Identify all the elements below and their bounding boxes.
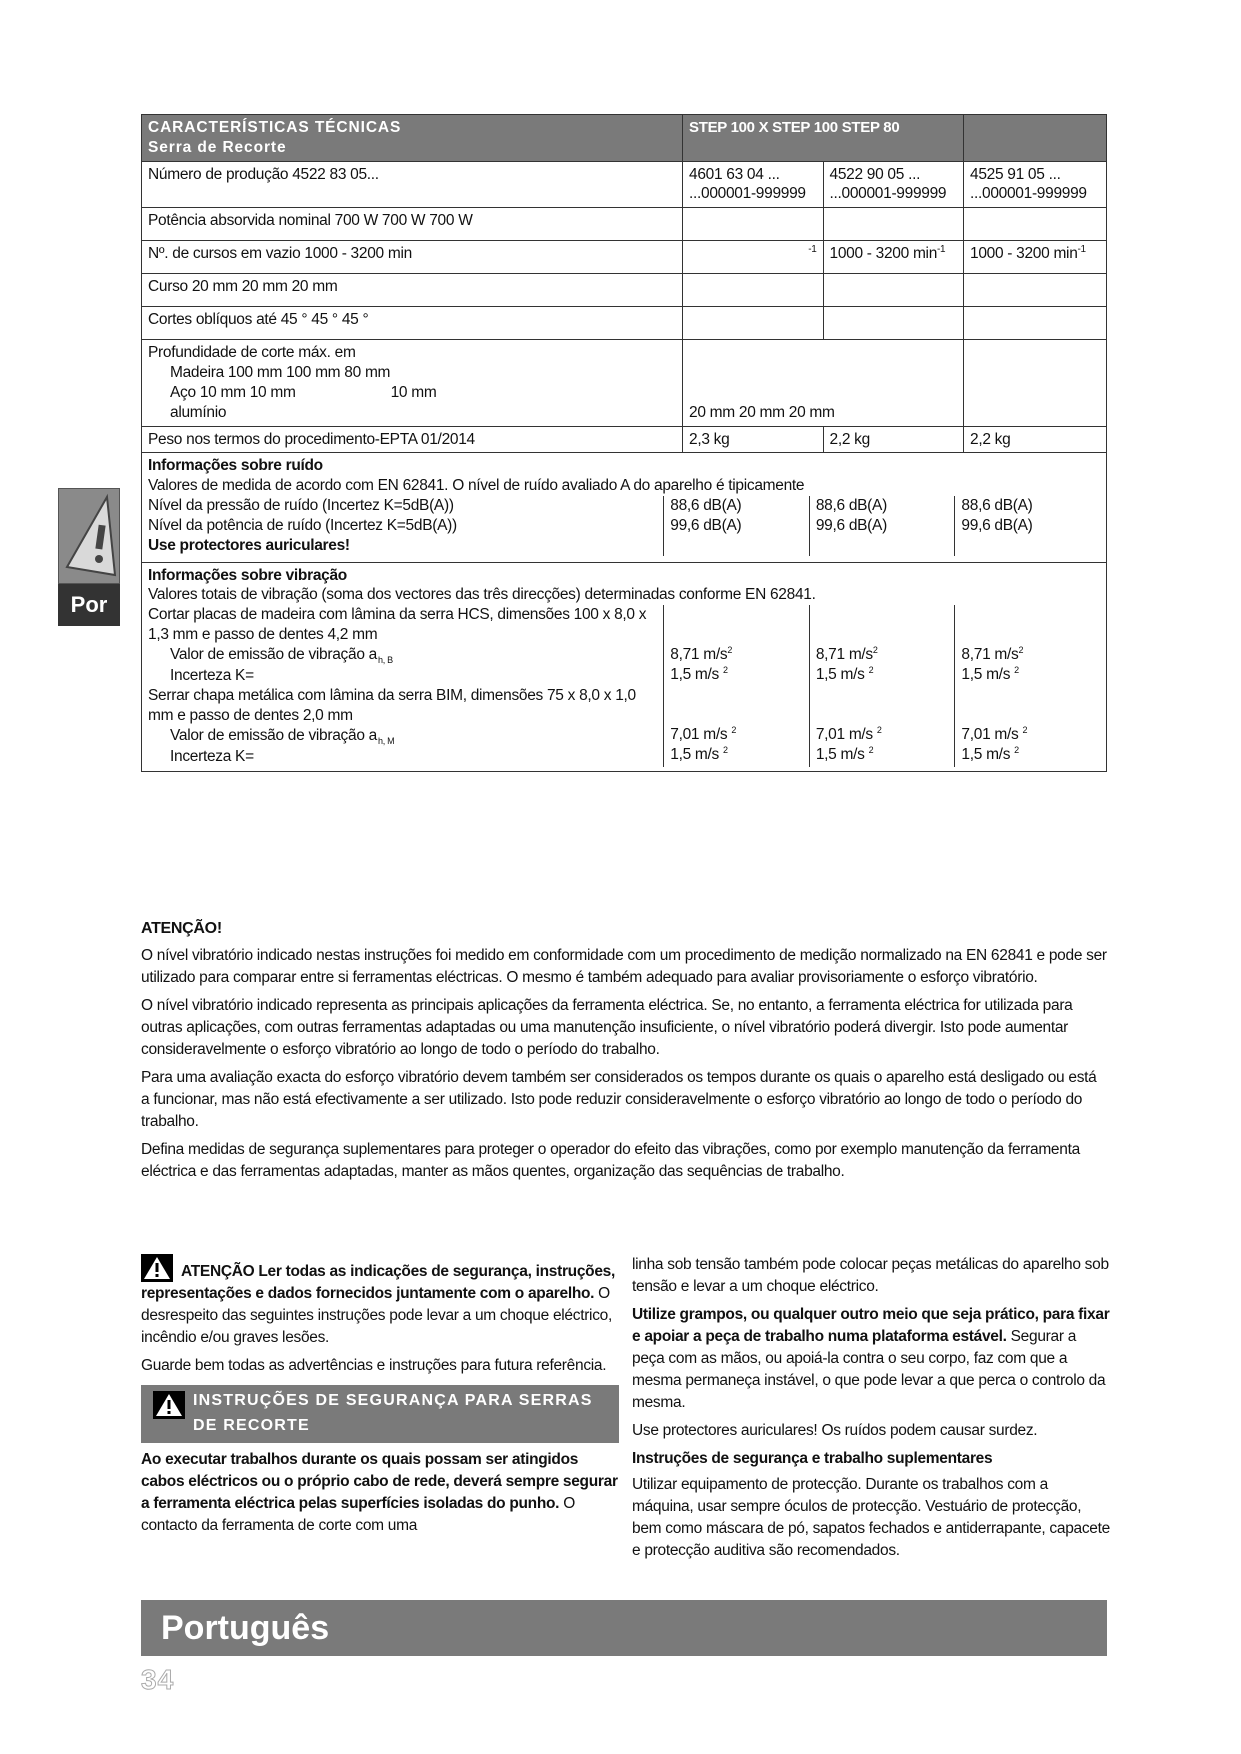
strokes-c: 1000 - 3200 min (970, 245, 1078, 263)
warning-tab-graphic (58, 488, 120, 584)
warning-icon (59, 489, 119, 583)
cables-warning-text: O contacto da ferramenta de corte com uma (141, 1494, 575, 1534)
vibration-title: Informações sobre vibração (148, 566, 347, 584)
prod-number-b: 4522 90 05 ... (829, 165, 921, 183)
vibration-intro: Valores totais de vibração (soma dos vectores das três direcções) determinadas conforme EN 62841. (148, 586, 816, 604)
noise-pressure-b: 88,6 dB(A) (815, 497, 887, 515)
noise-title: Informações sobre ruído (148, 457, 323, 475)
table-row (142, 453, 1107, 562)
warning-triangle-icon (141, 1254, 173, 1282)
attention-paragraph-2: O nível vibratório indicado representa as principais aplicações da ferramenta eléctrica. Se, no entanto, a ferramenta eléctrica for utilizada para outras aplicações, com outras ferramentas adaptadas ou uma manutenção insuficiente, o nível vibratório poderá divergir. Isto pode aumentar consideravelmente o esforço vibratório ao longo de todo o período do trabalho. (141, 996, 1073, 1058)
keep-instructions: Guarde bem todas as advertências e instruções para futura referência. (141, 1357, 607, 1374)
clamp-warning-bold: Utilize grampos, ou qualquer outro meio que seja prático, para fixar e apoiar a peça de trabalho numa plataforma estável. (632, 1306, 1110, 1345)
prod-range-c: ...000001-999999 (970, 185, 1087, 203)
table-row (142, 307, 1107, 340)
noise-power-b: 99,6 dB(A) (815, 516, 887, 534)
warning-triangle-icon (153, 1391, 185, 1419)
noise-power-label: Nível da potência de ruído (Incertez K=5dB(A)) (148, 516, 457, 534)
attention-section (141, 918, 1107, 1189)
production-number-label: Número de produção 4522 83 05... (142, 161, 683, 208)
ear-protection-note: Use protectores auriculares! (148, 536, 350, 554)
prod-number-a: 4601 63 04 ... (689, 165, 780, 183)
right-column (632, 1254, 1110, 1568)
vibration-sub-m: h, M (377, 735, 395, 746)
depth-label: Profundidade de corte máx. em (148, 344, 356, 362)
vib-metal-b: 7,01 m/s (815, 726, 873, 744)
prod-range-b: ...000001-999999 (829, 185, 947, 203)
power-row: Potência absorvida nominal 700 W 700 W 700 W (142, 208, 683, 241)
noise-pressure-c: 88,6 dB(A) (961, 497, 1033, 515)
table-row (142, 241, 1107, 274)
depth-alu-values: 20 mm 20 mm 20 mm (683, 340, 964, 426)
vib-wood-k-b: 1,5 m/s (815, 666, 865, 684)
page-number: 34 (141, 1664, 175, 1695)
prod-number-c: 4525 91 05 ... (970, 165, 1061, 183)
left-column (141, 1254, 619, 1543)
table-row (142, 426, 1107, 453)
vib-metal-k-a: 1,5 m/s (670, 746, 719, 764)
cables-warning-bold: Ao executar trabalhos durante os quais possam ser atingidos cabos eléctricos ou o próprio cabo de rede, deverá sempre segurar a ferramenta eléctrica pelas superfícies isoladas do punho. (141, 1450, 618, 1512)
vibration-wood-desc: Cortar placas de madeira com lâmina da serra HCS, dimensões 100 x 8,0 x 1,3 mm e passo de dentes 4,2 mm (148, 606, 647, 644)
vib-metal-c: 7,01 m/s (961, 726, 1019, 744)
noise-pressure-a: 88,6 dB(A) (670, 497, 742, 515)
table-row (142, 274, 1107, 307)
vib-metal-k-b: 1,5 m/s (815, 746, 865, 764)
depth-wood: Madeira 100 mm 100 mm 80 mm (170, 364, 391, 382)
table-row (142, 340, 1107, 426)
strokes-label: Nº. de cursos em vazio 1000 - 3200 min (142, 241, 683, 274)
extra-instructions-text: Utilizar equipamento de protecção. Durante os trabalhos com a máquina, usar sempre óculos de protecção. Vestuário de protecção, bem como máscara de pó, sapatos fechados e antiderrapante, capacete e protecção auditiva são recomendados. (632, 1476, 1110, 1559)
ear-protection-text: Use protectores auriculares! Os ruídos podem causar surdez. (632, 1422, 1038, 1439)
language-footer-bar: Português (141, 1600, 1107, 1656)
weight-c: 2,2 kg (964, 426, 1107, 453)
table-row: Informações sobre vibração Valores totais de vibração (soma dos vectores das três direcções) determinadas conforme EN 62841. Cortar placas de madeira com lâmina da serra HCS, dimensões 100 x 8,0 x 1,3 mm e passo de dentes 4,2 mm Valor de emissão de vibração $a_{h, B}$ Incerteza K= Serrar chapa metálica com lâmina da serra BIM, dimensões 75 x 8,0 x 1,0 mm e passo de dentes 2,0 mm Valor de emissão de vibração $a_{h, M}$ Incerteza K= 8,71 $m/s^2$ 1,5 m/s $^2$ 7,01 m/s $^2$ 1,5 m/s $^2$ 8,71 $m/s^2$ 1,5 m/s $^2$ 7,01 m/s $^2$ 1,5 m/s $^2$ 8,71 $m/s^2$ 1,5 m/s $^2$ 7,01 m/s $^2$ 1,5 m/s $^2$ (142, 562, 1107, 772)
vib-metal-a: 7,01 m/s (670, 726, 728, 744)
safety-warning-bold: ATENÇÃO Ler todas as indicações de segurança, instruções, representações e dados fornecidos juntamente com o aparelho. (141, 1263, 615, 1302)
safety-section-heading (141, 1385, 619, 1443)
side-tab-label: Por (58, 584, 120, 626)
strokes-b: 1000 - 3200 min (829, 245, 938, 263)
stroke-length-row: Curso 20 mm 20 mm 20 mm (142, 274, 683, 307)
attention-paragraph-4: Defina medidas de segurança suplementares para proteger o operador do efeito das vibrações, como por exemplo manutenção da ferramenta eléctrica e das ferramentas adaptadas, manter as mãos quentes, organização das sequências de trabalho. (141, 1140, 1080, 1180)
continued-text: linha sob tensão também pode colocar peças metálicas do aparelho sob tensão e levar a um choque eléctrico. (632, 1256, 1109, 1295)
vib-wood-a: 8,71 m/s (670, 646, 728, 664)
vib-metal-k-c: 1,5 m/s (961, 746, 1011, 764)
weight-a: 2,3 kg (683, 426, 824, 453)
prod-range-a: ...000001-999999 (689, 185, 806, 203)
strokes-unit-sup: -1 (808, 244, 817, 256)
noise-intro: Valores de medida de acordo com EN 62841. O nível de ruído avaliado A do aparelho é tipicamente (148, 477, 805, 495)
vib-wood-c: 8,71 m/s (961, 646, 1019, 664)
vib-wood-k-c: 1,5 m/s (961, 666, 1011, 684)
vib-wood-b: 8,71 m/s (815, 646, 873, 664)
vib-wood-k-a: 1,5 m/s (670, 666, 719, 684)
attention-paragraph-1: O nível vibratório indicado nestas instruções foi medido em conformidade com um procedimento de medição normalizado na EN 62841 e pode ser utilizado para comparar entre si ferramentas eléctricas. O mesmo é também adequado para avaliar provisoriamente o esforço vibratório. (141, 946, 1107, 986)
extra-instructions-title: Instruções de segurança e trabalho suplementares (632, 1450, 993, 1467)
depth-steel: Aço 10 mm 10 mm (170, 383, 296, 401)
table-title: CARACTERÍSTICAS TÉCNICAS (148, 119, 402, 136)
table-header-row (142, 115, 1107, 162)
safety-warning-text: O desrespeito das seguintes instruções pode levar a um choque eléctrico, incêndio e/ou graves lesões. (141, 1285, 612, 1346)
vibration-sub-b: h, B (377, 654, 393, 665)
clamp-warning-text: Segurar a peça com as mãos, ou apoiá-la contra o seu corpo, faz com que a mesma permaneça instável, o que pode levar a que perca o controlo da mesma. (632, 1328, 1106, 1411)
bevel-row: Cortes oblíquos até 45 ° 45 ° 45 ° (142, 307, 683, 340)
technical-specs-table (141, 114, 1107, 772)
depth-steel-b: 10 mm (390, 383, 437, 401)
table-row (142, 161, 1107, 208)
noise-power-a: 99,6 dB(A) (670, 516, 742, 534)
weight-b: 2,2 kg (823, 426, 964, 453)
noise-pressure-label: Nível da pressão de ruído (Incertez K=5dB(A)) (148, 497, 454, 515)
uncertainty-label: Incerteza K= (170, 667, 254, 685)
depth-alu: alumínio (170, 403, 227, 421)
vibration-emission-label-2: Valor de emissão de vibração a (170, 726, 377, 744)
vibration-emission-label: Valor de emissão de vibração a (170, 645, 377, 663)
vibration-metal-desc: Serrar chapa metálica com lâmina da serra BIM, dimensões 75 x 8,0 x 1,0 mm e passo de dentes 2,0 mm (148, 687, 636, 725)
model-names: STEP 100 X STEP 100 STEP 80 (683, 115, 964, 162)
uncertainty-label-2: Incerteza K= (170, 748, 254, 766)
strokes-b-sup: -1 (937, 244, 946, 256)
strokes-c-sup: -1 (1077, 244, 1086, 256)
table-row (142, 208, 1107, 241)
attention-paragraph-3: Para uma avaliação exacta do esforço vibratório devem também ser considerados os tempos durante os quais o aparelho está desligado ou está a funcionar, mas não está efectivamente a ser utilizado. Isto pode reduzir consideravelmente o esforço vibratório ao longo de todo o período do trabalho. (141, 1068, 1097, 1130)
table-subtitle: Serra de Recorte (148, 138, 287, 156)
noise-power-c: 99,6 dB(A) (961, 516, 1033, 534)
weight-label: Peso nos termos do procedimento-EPTA 01/2014 (142, 426, 683, 453)
language-side-tab (58, 488, 120, 626)
attention-title: ATENÇÃO! (141, 920, 222, 937)
safety-section-title: INSTRUÇÕES DE SEGURANÇA PARA SERRAS DE RECORTE (193, 1392, 593, 1434)
